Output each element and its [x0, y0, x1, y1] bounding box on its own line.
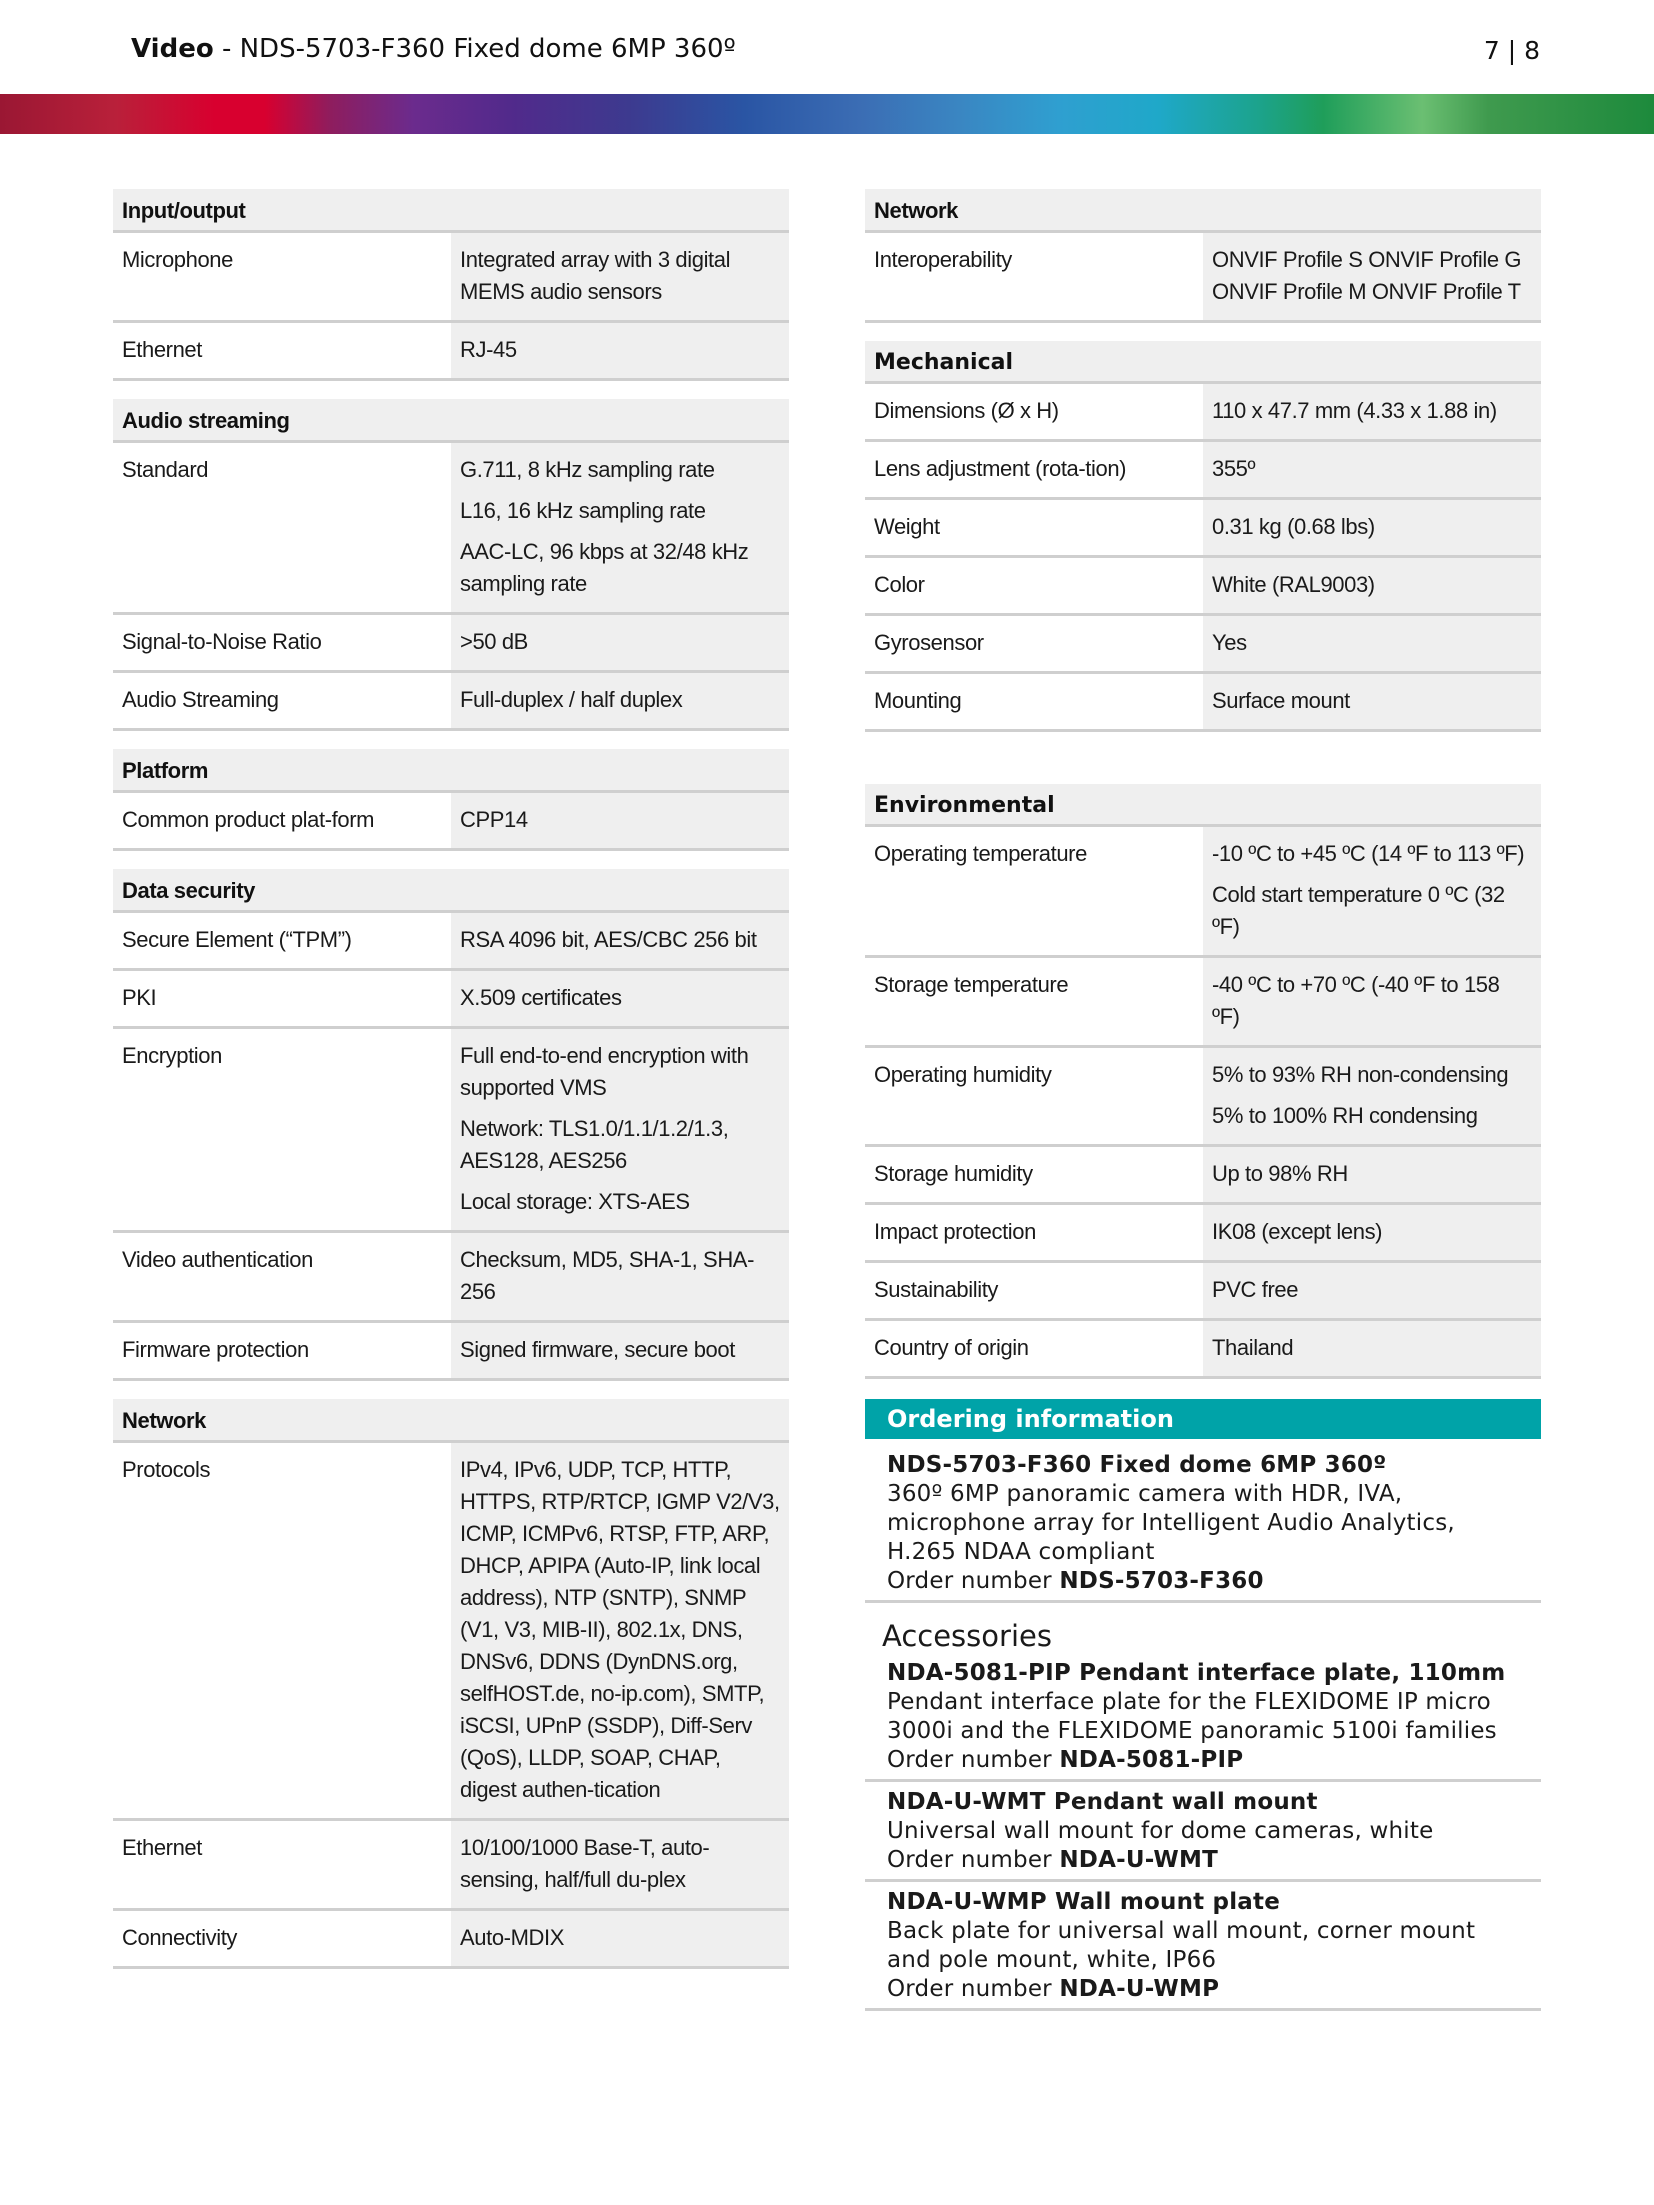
spec-value [1203, 499, 1541, 557]
spec-value [1203, 957, 1541, 1047]
accessory-description: Pendant interface plate for the FLEXIDOME IP micro 3000i and the FLEXIDOME panoramic 5100i families [887, 1689, 1497, 1744]
spec-key: Common product plat-form [113, 792, 451, 850]
spec-value-line: Local storage: XTS-AES [460, 1189, 690, 1214]
spec-key: Secure Element (“TPM”) [113, 912, 451, 970]
spec-key: Dimensions (Ø x H) [865, 383, 1203, 441]
spec-row [865, 1204, 1541, 1262]
spec-key: Country of origin [865, 1320, 1203, 1378]
spec-value-line: AAC-LC, 96 kbps at 32/48 kHz sampling rate [460, 539, 749, 596]
spec-key: Ethernet [113, 1820, 451, 1910]
spec-value-line: Auto-MDIX [460, 1925, 564, 1950]
spec-value-line: Thailand [1212, 1335, 1294, 1360]
accessory-item [865, 1882, 1541, 2011]
spec-value-line: Full-duplex / half duplex [460, 687, 683, 712]
header-title [131, 34, 736, 64]
order-label: Order number [887, 1568, 1060, 1594]
spec-row [865, 1262, 1541, 1320]
spec-value-line: PVC free [1212, 1277, 1299, 1302]
order-label: Order number [887, 1847, 1060, 1873]
order-number: NDS-5703-F360 [1059, 1568, 1264, 1594]
spec-value [1203, 441, 1541, 499]
spec-value-line: Up to 98% RH [1212, 1161, 1348, 1186]
spec-value-line: Full end-to-end encryption with supported VMS [460, 1043, 749, 1100]
section-title: Data security [113, 869, 789, 912]
spec-key: Operating temperature [865, 826, 1203, 957]
spec-value-line: -10 ºC to +45 ºC (14 ºF to 113 ºF) [1212, 841, 1525, 866]
spec-value [451, 1442, 789, 1820]
right-column [865, 189, 1541, 2011]
section-title: Environmental [865, 784, 1541, 826]
spec-value-line: Cold start temperature 0 ºC (32 ºF) [1212, 882, 1505, 939]
header-section: Video [131, 34, 214, 64]
spec-value-line: 5% to 100% RH condensing [1212, 1103, 1478, 1128]
spec-key: Weight [865, 499, 1203, 557]
spec-key: Connectivity [113, 1910, 451, 1968]
spec-key: PKI [113, 970, 451, 1028]
accessory-order-number [887, 1846, 1519, 1875]
spec-row [865, 232, 1541, 322]
spec-key: Impact protection [865, 1204, 1203, 1262]
spec-value-line: G.711, 8 kHz sampling rate [460, 457, 715, 482]
order-label: Order number [887, 1976, 1060, 2002]
spec-value [1203, 615, 1541, 673]
spec-value-line: Signed firmware, secure boot [460, 1337, 735, 1362]
spec-row [113, 322, 789, 380]
section-title: Platform [113, 749, 789, 792]
spec-value [451, 912, 789, 970]
spec-row [113, 1910, 789, 1968]
order-number: NDA-5081-PIP [1059, 1747, 1244, 1773]
spec-row [113, 672, 789, 730]
page-header [0, 0, 1654, 94]
spec-row [113, 970, 789, 1028]
spec-value [1203, 383, 1541, 441]
spec-row [865, 1320, 1541, 1378]
spec-row [113, 232, 789, 322]
spec-value [1203, 1320, 1541, 1378]
spec-value-line: >50 dB [460, 629, 528, 654]
spec-value [1203, 1262, 1541, 1320]
spec-key: Encryption [113, 1028, 451, 1232]
accessories-list [865, 1653, 1541, 2011]
spec-value-line: White (RAL9003) [1212, 572, 1375, 597]
spec-value [1203, 1047, 1541, 1146]
spec-row [113, 1322, 789, 1380]
spec-value [451, 232, 789, 322]
spec-value [451, 1322, 789, 1380]
spec-row [113, 1232, 789, 1322]
spec-key: Interoperability [865, 232, 1203, 322]
spec-key: Firmware protection [113, 1322, 451, 1380]
spec-value-line: 355º [1212, 456, 1256, 481]
spec-row [113, 912, 789, 970]
spec-value [451, 970, 789, 1028]
section-title: Input/output [113, 189, 789, 232]
spec-key: Standard [113, 442, 451, 614]
order-number: NDA-U-WMT [1059, 1847, 1218, 1873]
spec-row [113, 1442, 789, 1820]
spec-row [865, 557, 1541, 615]
accessory-name: NDA-U-WMT Pendant wall mount [887, 1789, 1318, 1815]
page-number: 7 | 8 [1483, 36, 1540, 65]
spec-value-line: -40 ºC to +70 ºC (-40 ºF to 158 ºF) [1212, 972, 1500, 1029]
accessory-item [865, 1653, 1541, 1782]
ordering-information-bar: Ordering information [865, 1399, 1541, 1439]
spec-value-line: Network: TLS1.0/1.1/1.2/1.3, AES128, AES256 [460, 1116, 729, 1173]
spec-row [865, 499, 1541, 557]
spec-table-environmental [865, 784, 1541, 1379]
accessory-description: Universal wall mount for dome cameras, white [887, 1818, 1434, 1844]
spec-value-line: Yes [1212, 630, 1247, 655]
spec-value-line: Integrated array with 3 digital MEMS audio sensors [460, 247, 731, 304]
accessory-name: NDA-5081-PIP Pendant interface plate, 110mm [887, 1660, 1506, 1686]
spec-value [451, 672, 789, 730]
left-column [113, 189, 789, 1969]
spec-key: Mounting [865, 673, 1203, 731]
spec-row [865, 441, 1541, 499]
accessory-order-number [887, 1746, 1519, 1775]
spec-table-network-right [865, 189, 1541, 323]
spec-key: Gyrosensor [865, 615, 1203, 673]
spec-key: Audio Streaming [113, 672, 451, 730]
spec-row [113, 1820, 789, 1910]
accessory-item [865, 1782, 1541, 1882]
spec-value-line: X.509 certificates [460, 985, 622, 1010]
spec-value-line: IK08 (except lens) [1212, 1219, 1383, 1244]
spec-row [865, 826, 1541, 957]
spec-row [865, 1146, 1541, 1204]
spec-value [451, 1232, 789, 1322]
spec-key: Signal-to-Noise Ratio [113, 614, 451, 672]
spec-value [451, 322, 789, 380]
color-band [0, 94, 1654, 134]
spec-row [865, 957, 1541, 1047]
accessory-order-number [887, 1975, 1519, 2004]
spec-key: Storage temperature [865, 957, 1203, 1047]
spec-table-mechanical [865, 341, 1541, 732]
spec-row [113, 1028, 789, 1232]
spec-table-input-output [113, 189, 789, 381]
spec-value-line: 10/100/1000 Base-T, auto-sensing, half/full du-plex [460, 1835, 710, 1892]
spec-key: Color [865, 557, 1203, 615]
spec-value [451, 1910, 789, 1968]
order-label: Order number [887, 1747, 1060, 1773]
spec-value-line: RSA 4096 bit, AES/CBC 256 bit [460, 927, 757, 952]
section-title: Audio streaming [113, 399, 789, 442]
spec-key: Microphone [113, 232, 451, 322]
spec-value [451, 614, 789, 672]
spec-row [865, 1047, 1541, 1146]
spec-table-data-security [113, 869, 789, 1381]
spec-table-network [113, 1399, 789, 1969]
spec-value [1203, 1146, 1541, 1204]
spec-value-line: 110 x 47.7 mm (4.33 x 1.88 in) [1212, 398, 1497, 423]
spec-value [451, 1820, 789, 1910]
product-description: 360º 6MP panoramic camera with HDR, IVA, microphone array for Intelligent Audio Analytics, H.265 NDAA compliant [887, 1481, 1455, 1565]
spec-key: Storage humidity [865, 1146, 1203, 1204]
spec-row [865, 673, 1541, 731]
spec-value [1203, 232, 1541, 322]
spec-row [113, 442, 789, 614]
spec-key: Video authentication [113, 1232, 451, 1322]
header-product: NDS-5703-F360 Fixed dome 6MP 360º [239, 34, 736, 64]
spec-key: Ethernet [113, 322, 451, 380]
spec-value-line: Checksum, MD5, SHA-1, SHA-256 [460, 1247, 755, 1304]
spec-value-line: Surface mount [1212, 688, 1350, 713]
spec-value [451, 792, 789, 850]
spec-row [113, 792, 789, 850]
spec-row [113, 614, 789, 672]
spec-key: Protocols [113, 1442, 451, 1820]
spec-value-line: 0.31 kg (0.68 lbs) [1212, 514, 1375, 539]
spec-value [1203, 826, 1541, 957]
spec-row [865, 615, 1541, 673]
spec-value-line: RJ-45 [460, 337, 517, 362]
spec-key: Sustainability [865, 1262, 1203, 1320]
section-title: Network [113, 1399, 789, 1442]
order-number: NDA-U-WMP [1059, 1976, 1220, 2002]
spec-value-line: CPP14 [460, 807, 528, 832]
accessory-description: Back plate for universal wall mount, corner mount and pole mount, white, IP66 [887, 1918, 1476, 1973]
spec-value [1203, 557, 1541, 615]
spec-table-audio-streaming [113, 399, 789, 731]
spec-value-line: ONVIF Profile S ONVIF Profile G ONVIF Profile M ONVIF Profile T [1212, 247, 1522, 304]
accessory-name: NDA-U-WMP Wall mount plate [887, 1889, 1281, 1915]
spec-key: Operating humidity [865, 1047, 1203, 1146]
accessories-heading: Accessories [882, 1619, 1052, 1653]
spec-value [451, 1028, 789, 1232]
product-order-number [887, 1567, 1519, 1596]
product-name: NDS-5703-F360 Fixed dome 6MP 360º [887, 1452, 1387, 1478]
spec-value-line: IPv4, IPv6, UDP, TCP, HTTP, HTTPS, RTP/RTCP, IGMP V2/V3, ICMP, ICMPv6, RTSP, FTP, ARP, DHCP, APIPA (Auto-IP, link local address), NTP (SNTP), SNMP (V1, V3, MIB-II), 802.1x, DNS, DNSv6, DDNS (DynDNS.org, selfHOST.de, no-ip.com), SMTP, iSCSI, UPnP (SSDP), Diff-Serv (QoS), LLDP, SOAP, CHAP, digest authen-tication [460, 1457, 780, 1802]
spec-value [451, 442, 789, 614]
spec-value-line: 5% to 93% RH non-condensing [1212, 1062, 1509, 1087]
header-separator: - [213, 34, 240, 64]
spec-key: Lens adjustment (rota-tion) [865, 441, 1203, 499]
spec-value [1203, 1204, 1541, 1262]
spec-row [865, 383, 1541, 441]
section-title: Network [865, 189, 1541, 232]
section-title: Mechanical [865, 341, 1541, 383]
spec-value [1203, 673, 1541, 731]
spec-value-line: L16, 16 kHz sampling rate [460, 498, 706, 523]
ordering-product [865, 1439, 1541, 1603]
spec-table-platform [113, 749, 789, 851]
